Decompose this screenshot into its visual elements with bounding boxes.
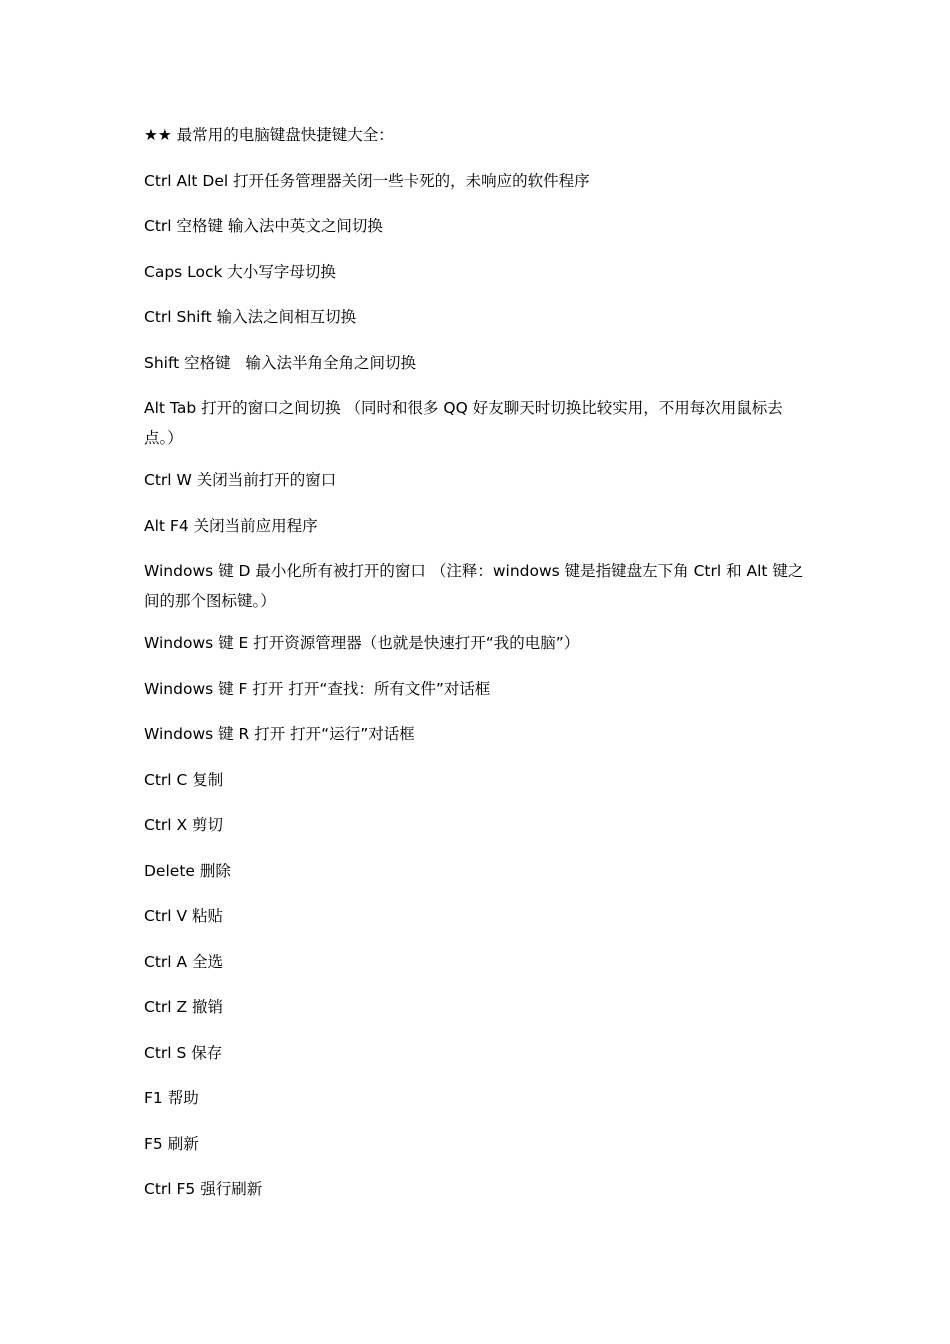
shortcut-line: Alt Tab 打开的窗口之间切换 （同时和很多 QQ 好友聊天时切换比较实用，不用每次用鼠标去点。） bbox=[144, 399, 783, 447]
shortcut-line: Ctrl X 剪切 bbox=[144, 816, 224, 834]
shortcut-line: Ctrl A 全选 bbox=[144, 952, 224, 971]
shortcut-line: Caps Lock 大小写字母切换 bbox=[144, 262, 336, 281]
shortcut-line: Ctrl F5 强行刷新 bbox=[144, 1180, 263, 1198]
shortcut-line: Ctrl Shift 输入法之间相互切换 bbox=[144, 308, 357, 326]
shortcut-line: Windows 键 R 打开 打开“运行”对话框 bbox=[144, 725, 415, 743]
shortcut-line: Windows 键 F 打开 打开“查找：所有文件”对话框 bbox=[144, 679, 491, 698]
document-heading: ★★ 最常用的电脑键盘快捷键大全： bbox=[144, 126, 394, 144]
shortcut-line: Windows 键 E 打开资源管理器（也就是快速打开“我的电脑”） bbox=[144, 634, 580, 652]
shortcut-line: Delete 删除 bbox=[144, 861, 231, 880]
shortcut-line: Ctrl W 关闭当前打开的窗口 bbox=[144, 471, 337, 489]
shortcut-line: F1 帮助 bbox=[144, 1089, 199, 1107]
shortcut-line: Windows 键 D 最小化所有被打开的窗口 （注释：windows 键是指键盘左下角 Ctrl 和 Alt 键之间的那个图标键。） bbox=[144, 562, 804, 610]
shortcut-line: Ctrl C 复制 bbox=[144, 770, 224, 789]
shortcut-line: Ctrl Z 撤销 bbox=[144, 998, 224, 1016]
shortcut-line: Ctrl V 粘贴 bbox=[144, 907, 224, 925]
shortcut-line: Ctrl Alt Del 打开任务管理器关闭一些卡死的，未响应的软件程序 bbox=[144, 171, 590, 190]
shortcut-line: Shift 空格键 输入法半角全角之间切换 bbox=[144, 353, 416, 372]
shortcut-line: Ctrl S 保存 bbox=[144, 1043, 223, 1062]
shortcut-line: Alt F4 关闭当前应用程序 bbox=[144, 516, 318, 535]
document-body bbox=[144, 120, 812, 1220]
shortcut-line: Ctrl 空格键 输入法中英文之间切换 bbox=[144, 217, 383, 235]
shortcut-line: F5 刷新 bbox=[144, 1134, 199, 1153]
